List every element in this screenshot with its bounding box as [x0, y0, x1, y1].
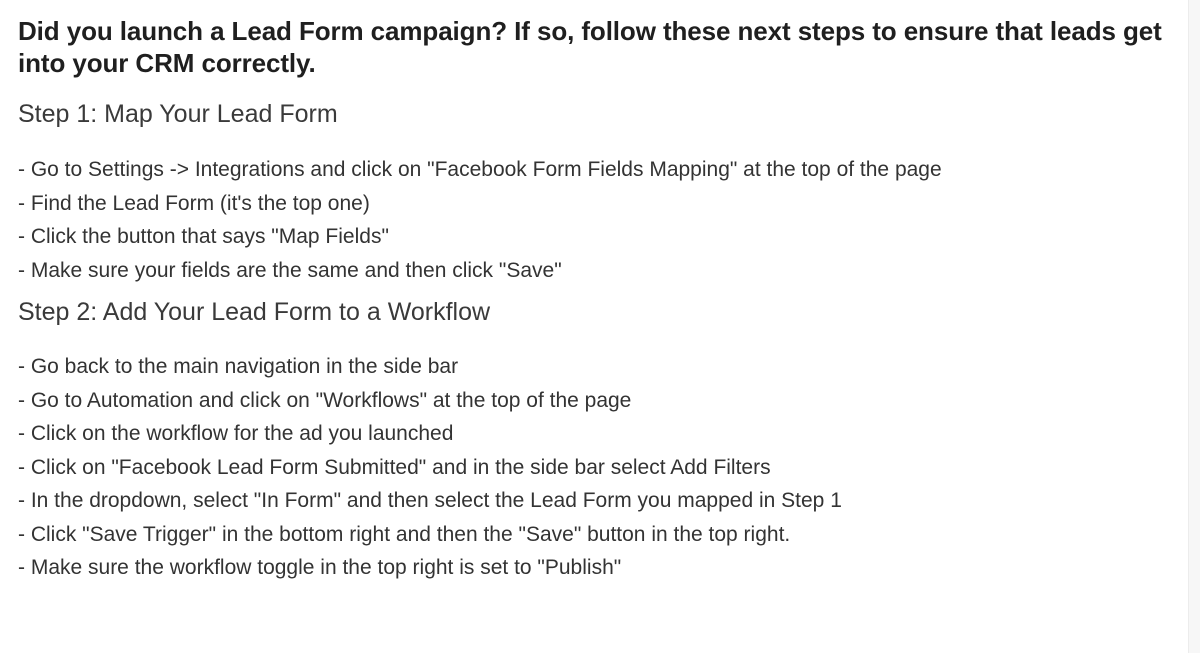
intro-text: Did you launch a Lead Form campaign? If so, follow these next steps to ensure that leads get into your CRM correctly.: [18, 16, 1162, 78]
step2-item: - Go back to the main navigation in the side bar: [18, 355, 459, 378]
step1-item: - Make sure your fields are the same and then click "Save": [18, 258, 562, 282]
step2-item: - Click "Save Trigger" in the bottom right and then the "Save" button in the top right.: [18, 522, 791, 546]
step1-list: [18, 153, 1178, 287]
step2-item: - Go to Automation and click on "Workflows" at the top of the page: [18, 388, 632, 412]
step1-heading: Step 1: Map Your Lead Form: [18, 100, 338, 128]
step2-item: - Make sure the workflow toggle in the top right is set to "Publish": [18, 556, 622, 579]
scrollbar-track[interactable]: [1188, 0, 1200, 653]
step1-item: - Find the Lead Form (it's the top one): [18, 191, 370, 215]
step1-item: - Click the button that says "Map Fields": [18, 225, 389, 248]
step1-item: - Go to Settings -> Integrations and click on "Facebook Form Fields Mapping" at the top of the page: [18, 158, 942, 181]
step2-item: - Click on the workflow for the ad you launched: [18, 422, 454, 445]
step2-item: - In the dropdown, select "In Form" and then select the Lead Form you mapped in Step 1: [18, 489, 842, 512]
step2-item: - Click on "Facebook Lead Form Submitted" and in the side bar select Add Filters: [18, 455, 771, 479]
step2-heading: Step 2: Add Your Lead Form to a Workflow: [18, 298, 491, 326]
step2-list: [18, 350, 1178, 585]
document-content: [18, 15, 1178, 585]
